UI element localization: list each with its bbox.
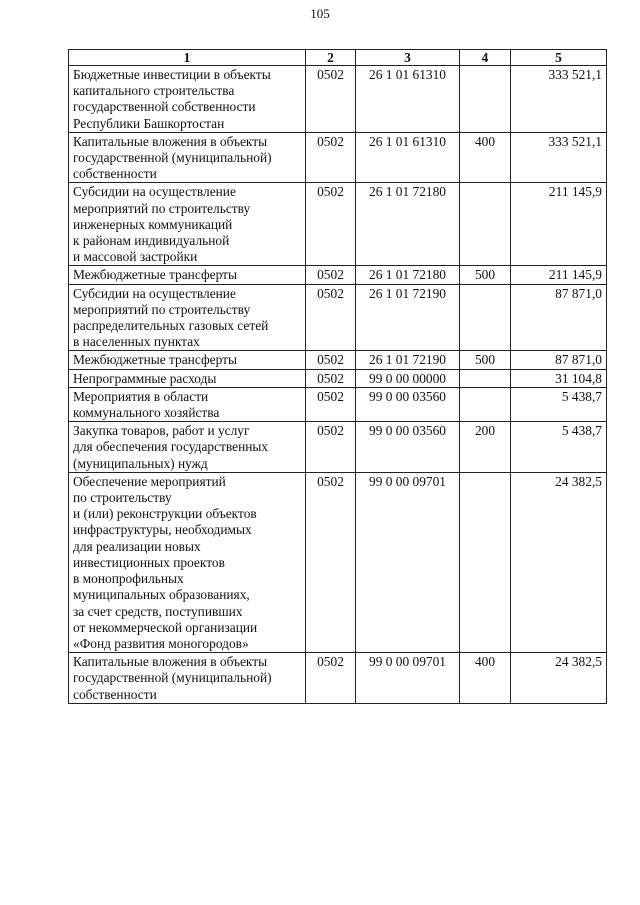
expense-type-cell: [460, 183, 511, 266]
row-name-cell: Субсидии на осуществление мероприятий по строительству инженерных коммуникаций к районам индивидуальной и массовой застройки: [69, 183, 306, 266]
amount-cell: 24 382,5: [511, 653, 607, 704]
column-header-1: 1: [69, 50, 306, 66]
table-header-row: [69, 50, 607, 66]
row-name-cell: Бюджетные инвестиции в объекты капитального строительства государственной собственности Республики Башкортостан: [69, 66, 306, 133]
expense-type-cell: [460, 369, 511, 387]
expense-type-cell: 400: [460, 653, 511, 704]
section-code-cell: 0502: [306, 284, 356, 351]
target-code-cell: 26 1 01 61310: [356, 66, 460, 133]
column-header-5: 5: [511, 50, 607, 66]
table-row: [69, 351, 607, 369]
amount-cell: 5 438,7: [511, 387, 607, 421]
section-code-cell: 0502: [306, 132, 356, 183]
row-name-cell: Обеспечение мероприятий по строительству и (или) реконструкции объектов инфраструктуры, необходимых для реализации новых инвестиционных проектов в монопрофильных муниципальных образованиях, за счет средств, поступивших от некоммерческой организации «Фонд развития моногородов»: [69, 472, 306, 652]
table-row: [69, 266, 607, 284]
table-row: [69, 472, 607, 652]
row-name-cell: Закупка товаров, работ и услуг для обеспечения государственных (муниципальных) нужд: [69, 422, 306, 473]
expense-type-cell: 500: [460, 351, 511, 369]
table-row: [69, 183, 607, 266]
amount-cell: 333 521,1: [511, 66, 607, 133]
expense-type-cell: [460, 66, 511, 133]
amount-cell: 24 382,5: [511, 472, 607, 652]
target-code-cell: 99 0 00 09701: [356, 472, 460, 652]
expense-type-cell: [460, 472, 511, 652]
target-code-cell: 26 1 01 72190: [356, 284, 460, 351]
target-code-cell: 99 0 00 03560: [356, 387, 460, 421]
amount-cell: 87 871,0: [511, 351, 607, 369]
table-row: [69, 422, 607, 473]
budget-table: [68, 49, 607, 704]
amount-cell: 5 438,7: [511, 422, 607, 473]
section-code-cell: 0502: [306, 351, 356, 369]
section-code-cell: 0502: [306, 472, 356, 652]
target-code-cell: 26 1 01 72180: [356, 266, 460, 284]
target-code-cell: 99 0 00 00000: [356, 369, 460, 387]
expense-type-cell: 400: [460, 132, 511, 183]
expense-type-cell: [460, 387, 511, 421]
row-name-cell: Мероприятия в области коммунального хозяйства: [69, 387, 306, 421]
table-row: [69, 387, 607, 421]
target-code-cell: 26 1 01 72190: [356, 351, 460, 369]
row-name-cell: Непрограммные расходы: [69, 369, 306, 387]
table-row: [69, 284, 607, 351]
expense-type-cell: 200: [460, 422, 511, 473]
table-row: [69, 66, 607, 133]
target-code-cell: 26 1 01 72180: [356, 183, 460, 266]
amount-cell: 31 104,8: [511, 369, 607, 387]
section-code-cell: 0502: [306, 183, 356, 266]
row-name-cell: Межбюджетные трансферты: [69, 351, 306, 369]
section-code-cell: 0502: [306, 387, 356, 421]
section-code-cell: 0502: [306, 66, 356, 133]
row-name-cell: Субсидии на осуществление мероприятий по строительству распределительных газовых сетей в населенных пунктах: [69, 284, 306, 351]
row-name-cell: Капитальные вложения в объекты государственной (муниципальной) собственности: [69, 653, 306, 704]
column-header-2: 2: [306, 50, 356, 66]
section-code-cell: 0502: [306, 422, 356, 473]
expense-type-cell: [460, 284, 511, 351]
table-row: [69, 653, 607, 704]
section-code-cell: 0502: [306, 653, 356, 704]
column-header-3: 3: [356, 50, 460, 66]
table-row: [69, 369, 607, 387]
amount-cell: 211 145,9: [511, 266, 607, 284]
row-name-cell: Капитальные вложения в объекты государственной (муниципальной) собственности: [69, 132, 306, 183]
expense-type-cell: 500: [460, 266, 511, 284]
amount-cell: 333 521,1: [511, 132, 607, 183]
section-code-cell: 0502: [306, 369, 356, 387]
target-code-cell: 99 0 00 03560: [356, 422, 460, 473]
table-row: [69, 132, 607, 183]
row-name-cell: Межбюджетные трансферты: [69, 266, 306, 284]
page-number: 105: [310, 6, 330, 21]
amount-cell: 211 145,9: [511, 183, 607, 266]
column-header-4: 4: [460, 50, 511, 66]
amount-cell: 87 871,0: [511, 284, 607, 351]
target-code-cell: 26 1 01 61310: [356, 132, 460, 183]
target-code-cell: 99 0 00 09701: [356, 653, 460, 704]
section-code-cell: 0502: [306, 266, 356, 284]
